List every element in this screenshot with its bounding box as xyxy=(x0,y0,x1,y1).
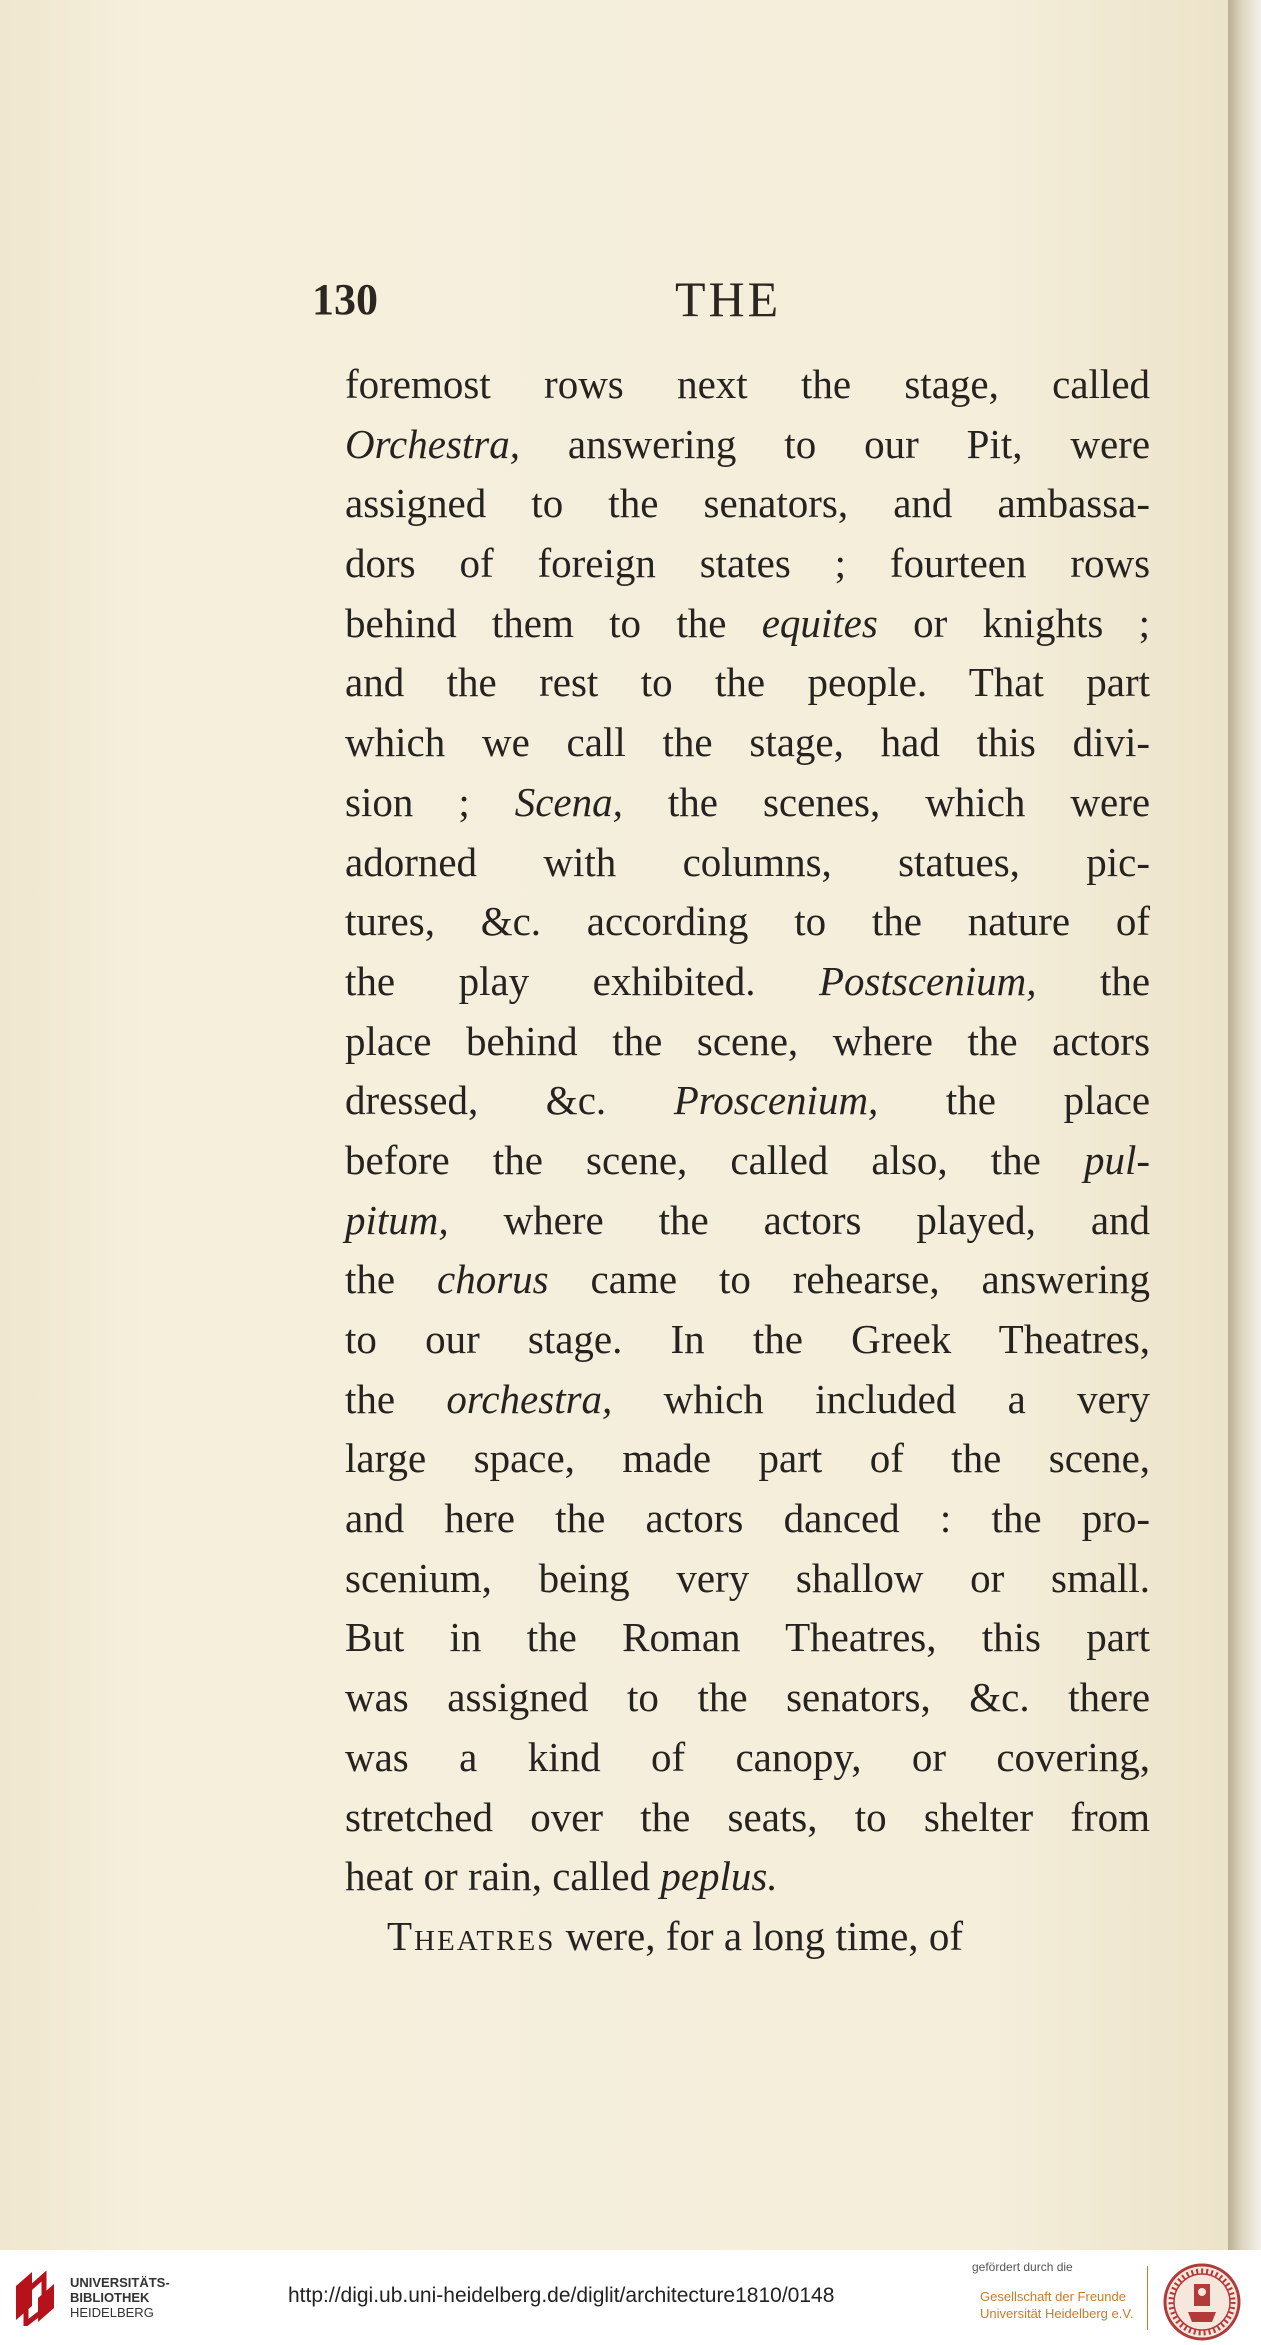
text-line: Theatres were, for a long time, of xyxy=(387,1912,963,1959)
library-line-3: HEIDELBERG xyxy=(70,2305,154,2320)
text-line: sion ; Scena, the scenes, which were xyxy=(345,778,1151,825)
text-line: dors of foreign states ; fourteen rows xyxy=(345,540,1151,587)
text-line: heat or rain, called peplus. xyxy=(345,1853,778,1900)
sponsor-line-1: Gesellschaft der Freunde xyxy=(980,2289,1126,2304)
text-line: which we call the stage, had this divi- xyxy=(345,719,1151,766)
sponsor-line-2: Universität Heidelberg e.V. xyxy=(980,2306,1134,2321)
text-line: Orchestra, answering to our Pit, were xyxy=(345,420,1151,467)
page-number: 130 xyxy=(312,275,378,324)
text-line: before the scene, called also, the pul- xyxy=(345,1136,1150,1183)
university-seal-icon[interactable] xyxy=(1162,2262,1242,2342)
permalink-url[interactable]: http://digi.ub.uni-heidelberg.de/diglit/architecture1810/0148 xyxy=(288,2284,835,2307)
library-line-1: UNIVERSITÄTS- xyxy=(70,2275,170,2290)
text-line: the chorus came to rehearse, answering xyxy=(345,1256,1151,1303)
sponsor-divider xyxy=(1147,2266,1148,2330)
text-line: behind them to the equites or knights ; xyxy=(345,599,1150,646)
sponsor-name xyxy=(980,2288,1133,2322)
text-line: to our stage. In the Greek Theatres, xyxy=(345,1316,1151,1362)
text-line: place behind the scene, where the actors xyxy=(345,1017,1151,1064)
ub-heidelberg-logo-icon[interactable] xyxy=(10,2268,60,2326)
library-line-2: BIBLIOTHEK xyxy=(70,2290,150,2305)
text-line: foremost rows next the stage, called xyxy=(345,361,1151,407)
footer-bar xyxy=(0,2250,1261,2345)
text-line: adorned with columns, statues, pic- xyxy=(345,838,1150,885)
text-line: pitum, where the actors played, and xyxy=(345,1196,1151,1243)
text-line: the play exhibited. Postscenium, the xyxy=(345,957,1151,1004)
body-text xyxy=(345,355,1150,1967)
text-line: was assigned to the senators, &c. there xyxy=(345,1674,1151,1721)
library-name xyxy=(70,2275,170,2320)
page-edge xyxy=(1228,0,1261,2250)
text-line: was a kind of canopy, or covering, xyxy=(345,1733,1151,1780)
text-line: scenium, being very shallow or small. xyxy=(345,1554,1151,1601)
running-title: THE xyxy=(675,271,782,327)
running-head xyxy=(300,270,860,340)
text-line: and the rest to the people. That part xyxy=(345,659,1151,706)
text-line: dressed, &c. Proscenium, the place xyxy=(345,1077,1151,1124)
text-line: But in the Roman Theatres, this part xyxy=(345,1614,1151,1661)
text-line: and here the actors danced : the pro- xyxy=(345,1495,1151,1542)
sponsor-label: gefördert durch die xyxy=(972,2260,1073,2274)
text-line: stretched over the seats, to shelter from xyxy=(345,1793,1151,1840)
text-line: large space, made part of the scene, xyxy=(345,1435,1151,1482)
text-line: tures, &c. according to the nature of xyxy=(345,898,1151,945)
text-line: assigned to the senators, and ambassa- xyxy=(345,480,1151,527)
text-line: the orchestra, which included a very xyxy=(345,1375,1150,1422)
